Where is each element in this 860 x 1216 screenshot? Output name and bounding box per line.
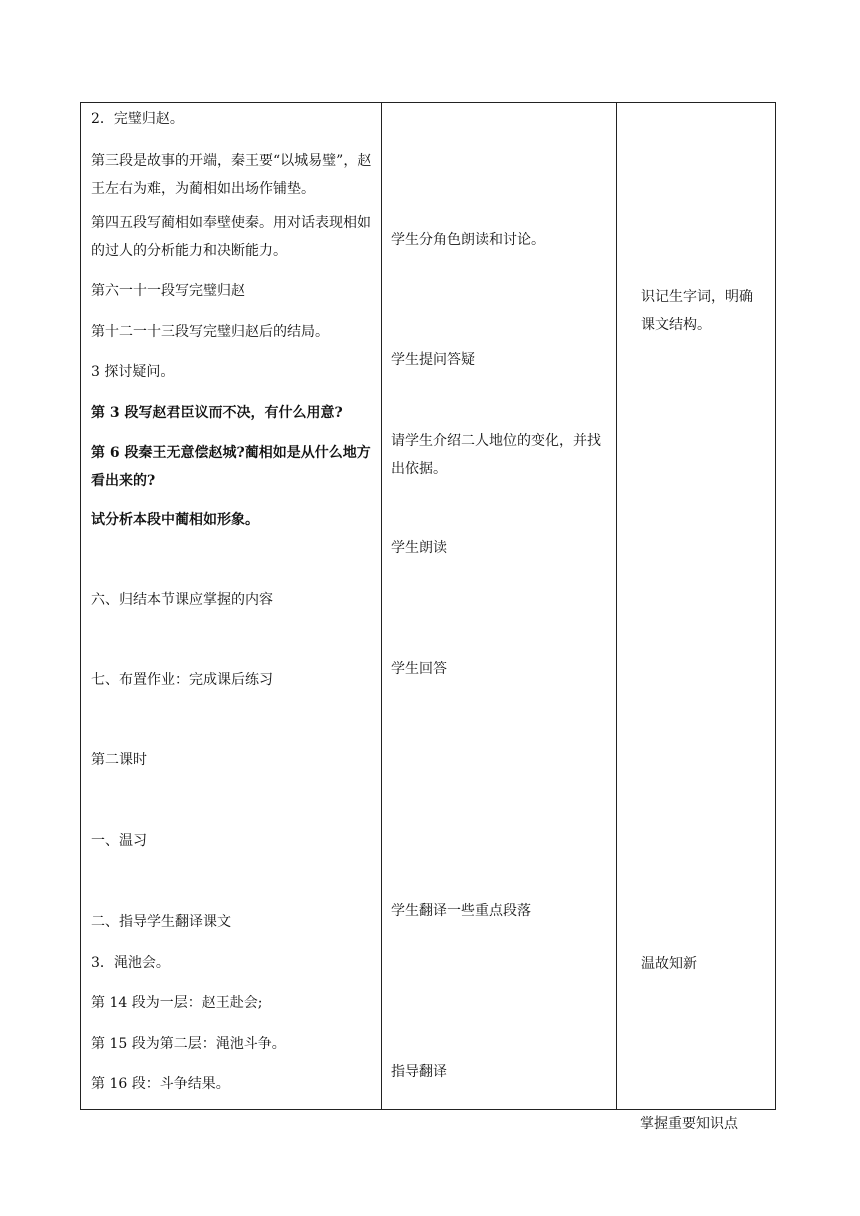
content-line: 第 14 段为一层：赵王赴会; bbox=[91, 995, 263, 1011]
section-heading: 六、归结本节课应掌握的内容 bbox=[91, 592, 273, 608]
activity-line: 指导翻译 bbox=[391, 1064, 447, 1080]
activity-line: 学生分角色朗读和讨论。 bbox=[391, 232, 545, 248]
content-line: 第十二一十三段写完璧归赵后的结局。 bbox=[91, 324, 329, 340]
question: 第 6 段秦王无意偿赵城?蔺相如是从什么地方看出来的? bbox=[91, 445, 371, 489]
activity-line: 学生朗读 bbox=[391, 540, 447, 556]
content-paragraph: 第三段是故事的开端，秦王要“以城易璧”，赵王左右为难，为蔺相如出场作铺垫。 bbox=[91, 153, 372, 197]
activity-line: 学生提问答疑 bbox=[391, 352, 475, 368]
content-line: 第六一十一段写完璧归赵 bbox=[91, 283, 245, 299]
lesson-plan-table bbox=[80, 102, 776, 1110]
content-line: 3．渑池会。 bbox=[91, 955, 170, 971]
intent-overflow-text: 掌握重要知识点 bbox=[640, 1116, 738, 1132]
section-heading: 一、温习 bbox=[91, 833, 147, 849]
lesson-heading: 第二课时 bbox=[91, 752, 147, 768]
content-line: 2．完璧归赵。 bbox=[91, 111, 184, 127]
activity-line: 学生翻译一些重点段落 bbox=[391, 903, 531, 919]
question: 第 3 段写赵君臣议而不决，有什么用意? bbox=[91, 405, 343, 421]
content-line: 第 15 段为第二层：渑池斗争。 bbox=[91, 1036, 286, 1052]
column-divider bbox=[616, 103, 617, 1109]
intent-line: 温故知新 bbox=[641, 956, 697, 972]
content-paragraph: 第四五段写蔺相如奉壁使秦。用对话表现相如的过人的分析能力和决断能力。 bbox=[91, 215, 371, 259]
activity-line: 学生回答 bbox=[391, 661, 447, 677]
activity-paragraph: 请学生介绍二人地位的变化，并找出依据。 bbox=[391, 433, 601, 477]
section-heading: 七、布置作业：完成课后练习 bbox=[91, 672, 273, 688]
section-heading: 二、指导学生翻译课文 bbox=[91, 914, 231, 930]
section-heading: 3 探讨疑问。 bbox=[91, 364, 175, 380]
question: 试分析本段中蔺相如形象。 bbox=[91, 512, 259, 528]
intent-paragraph: 识记生字词，明确课文结构。 bbox=[641, 289, 753, 333]
content-line: 第 16 段：斗争结果。 bbox=[91, 1076, 230, 1092]
column-divider bbox=[381, 103, 382, 1109]
